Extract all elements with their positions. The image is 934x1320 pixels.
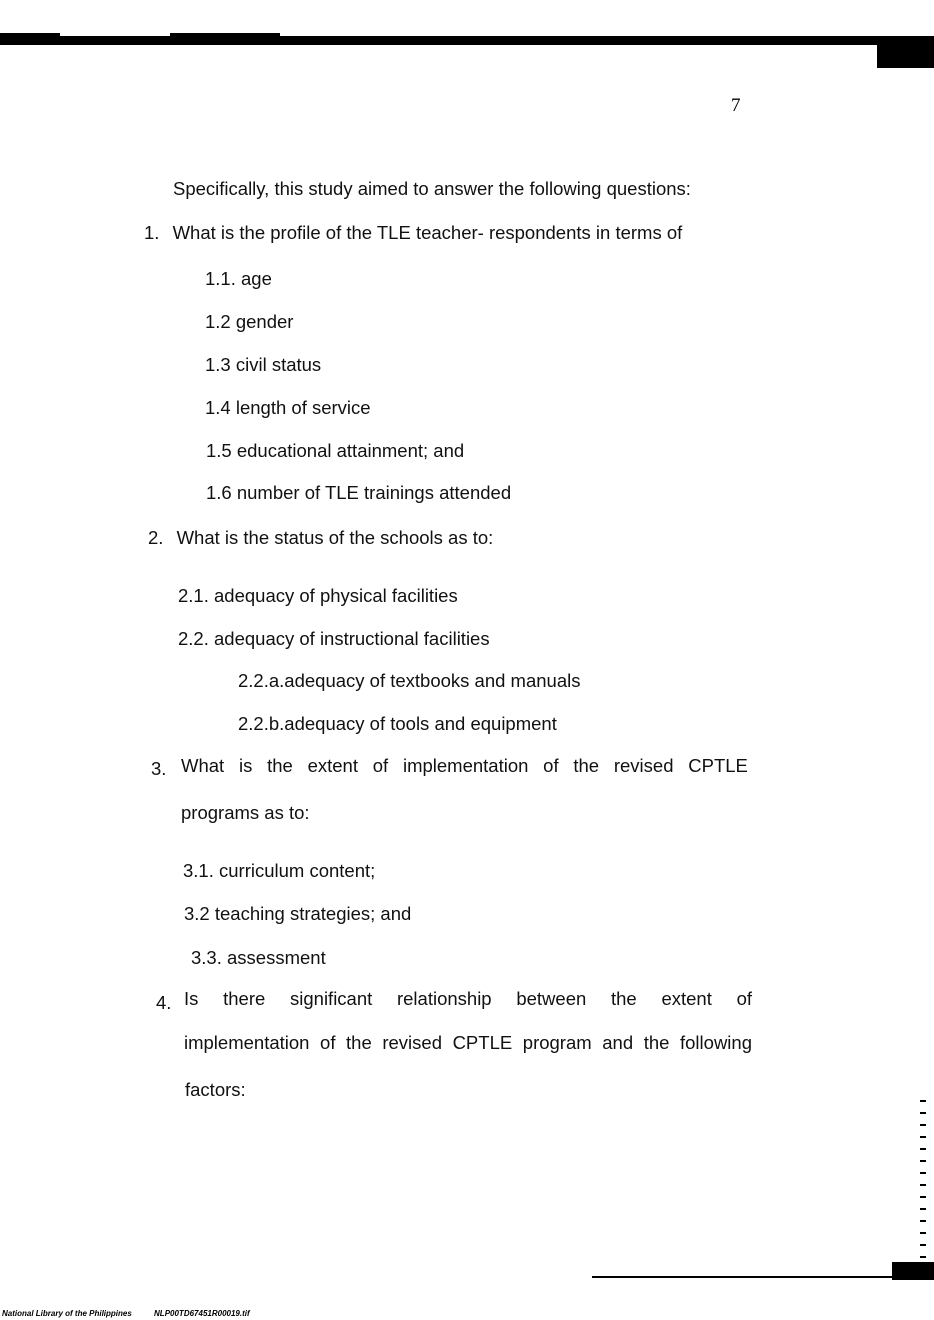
word: relationship bbox=[396, 988, 492, 1009]
scan-corner-mark-bottom bbox=[892, 1262, 934, 1280]
subitem-1-6: 1.6 number of TLE trainings attended bbox=[206, 482, 512, 503]
question-2 bbox=[148, 527, 493, 549]
scan-edge-ticks bbox=[920, 1100, 926, 1260]
scan-speck bbox=[170, 33, 280, 36]
word: revised bbox=[613, 755, 674, 776]
subitem-3-2: 3.2 teaching strategies; and bbox=[184, 903, 412, 924]
word: is bbox=[238, 755, 253, 776]
word: of bbox=[543, 755, 559, 776]
word: and bbox=[602, 1032, 634, 1053]
subitem-2-2-a: 2.2.a.adequacy of textbooks and manuals bbox=[238, 670, 581, 691]
subitem-2-2: 2.2. adequacy of instructional facilities bbox=[178, 628, 490, 649]
scan-bottom-line bbox=[592, 1276, 892, 1278]
scan-top-border bbox=[0, 36, 934, 45]
library-name: National Library of the Philippines bbox=[2, 1309, 132, 1318]
word: What bbox=[181, 755, 225, 776]
word: the bbox=[611, 988, 637, 1009]
word: extent bbox=[661, 988, 712, 1009]
word: following bbox=[680, 1032, 752, 1053]
question-1 bbox=[144, 222, 682, 244]
page-number: 7 bbox=[731, 95, 741, 116]
word: implementation bbox=[402, 755, 529, 776]
question-3-line-1 bbox=[181, 755, 748, 777]
subitem-1-5: 1.5 educational attainment; and bbox=[206, 440, 465, 461]
word: of bbox=[372, 755, 389, 776]
word: Is bbox=[184, 988, 199, 1009]
question-number: 2. bbox=[148, 527, 164, 548]
question-3-line-2: programs as to: bbox=[181, 802, 310, 823]
subitem-2-1: 2.1. adequacy of physical facilities bbox=[178, 585, 458, 606]
subitem-2-2-b: 2.2.b.adequacy of tools and equipment bbox=[238, 713, 557, 734]
word: the bbox=[643, 1032, 670, 1053]
subitem-1-2: 1.2 gender bbox=[205, 311, 294, 332]
word: CPTLE bbox=[688, 755, 748, 776]
word: extent bbox=[307, 755, 358, 776]
subitem-1-1: 1.1. age bbox=[205, 268, 272, 289]
scan-file-code: NLP00TD67451R00019.tif bbox=[154, 1309, 250, 1318]
question-3-number: 3. bbox=[151, 758, 167, 779]
word: between bbox=[516, 988, 587, 1009]
question-text: What is the status of the schools as to: bbox=[176, 527, 494, 548]
question-4-line-2 bbox=[184, 1032, 752, 1054]
word: of bbox=[320, 1032, 336, 1053]
word: the bbox=[346, 1032, 372, 1053]
subitem-1-3: 1.3 civil status bbox=[205, 354, 322, 375]
word: program bbox=[522, 1032, 592, 1053]
intro-sentence: Specifically, this study aimed to answer the following questions: bbox=[173, 178, 691, 199]
question-text: What is the profile of the TLE teacher- respondents in terms of bbox=[172, 222, 683, 243]
question-4-line-3: factors: bbox=[185, 1079, 246, 1100]
question-4-line-1 bbox=[184, 988, 752, 1010]
word: significant bbox=[290, 988, 373, 1009]
word: there bbox=[223, 988, 266, 1009]
subitem-1-4: 1.4 length of service bbox=[205, 397, 371, 418]
scan-corner-mark-top bbox=[877, 36, 934, 68]
word: CPTLE bbox=[452, 1032, 513, 1053]
scan-speck bbox=[0, 33, 60, 36]
word: revised bbox=[382, 1032, 442, 1053]
subitem-3-3: 3.3. assessment bbox=[191, 947, 326, 968]
word: of bbox=[736, 988, 752, 1009]
word: the bbox=[267, 755, 293, 776]
question-4-number: 4. bbox=[156, 992, 172, 1013]
library-footer-stamp bbox=[2, 1309, 250, 1318]
question-number: 1. bbox=[144, 222, 160, 243]
word: implementation bbox=[184, 1032, 310, 1053]
subitem-3-1: 3.1. curriculum content; bbox=[183, 860, 376, 881]
word: the bbox=[573, 755, 600, 776]
